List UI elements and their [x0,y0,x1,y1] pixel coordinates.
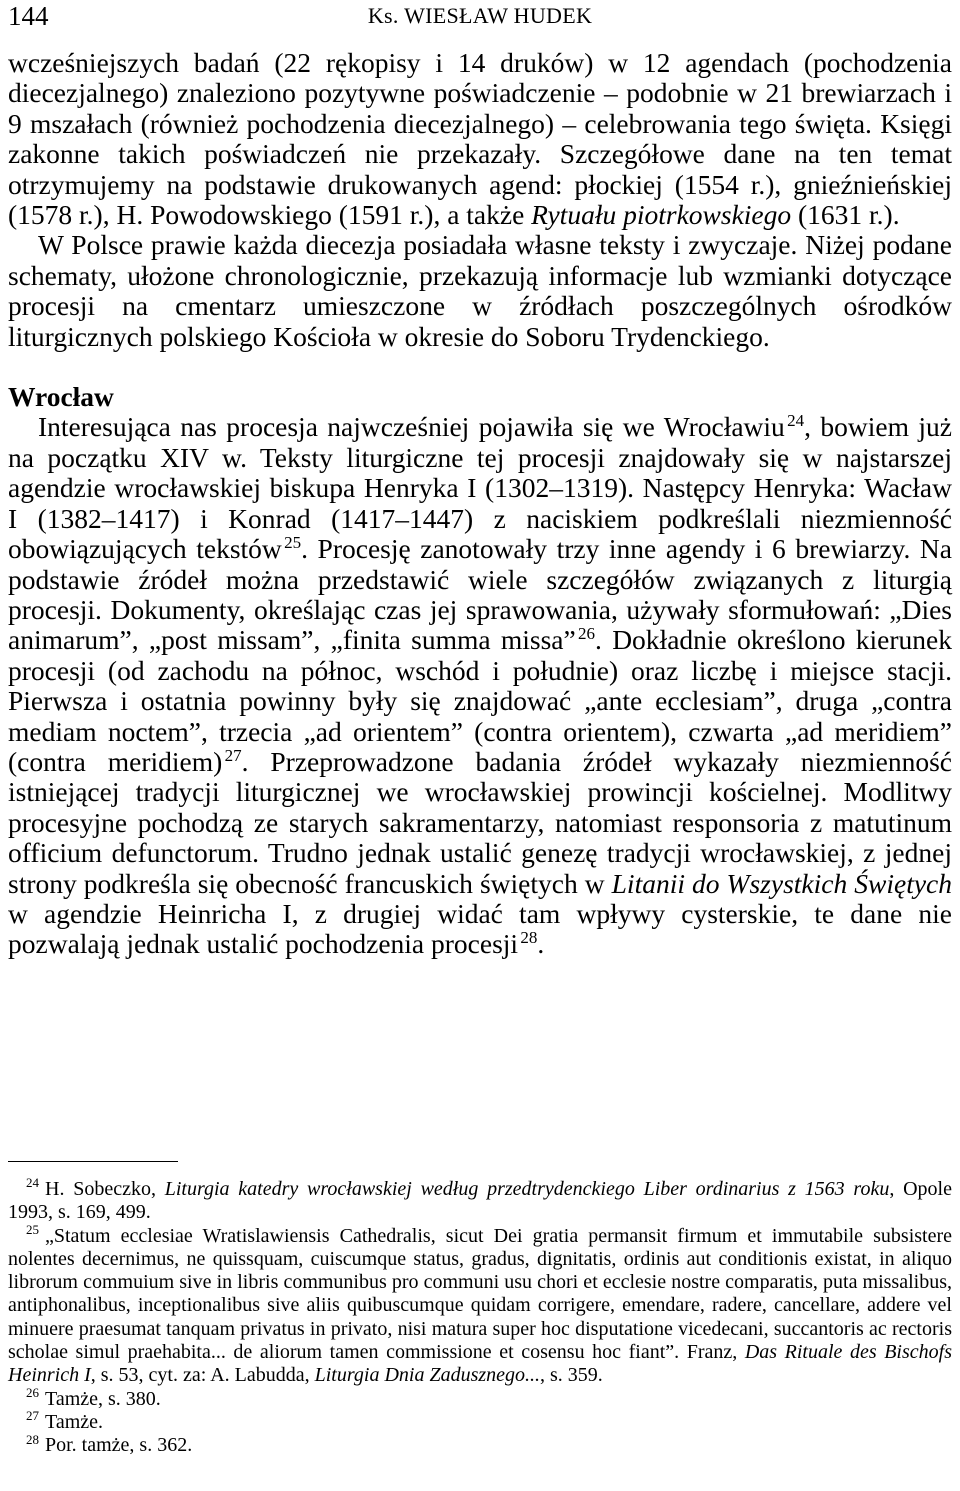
page-number: 144 [8,1,49,31]
text-run: . [537,928,545,960]
running-head: Ks. WIESŁAW HUDEK [367,3,593,28]
text-run: Por. tamże, s. 362. [45,1434,193,1457]
italic-title: Litanii do Wszystkich Świętych [611,867,952,899]
footnote-27: 27 Tamże. [26,1408,104,1433]
footnote-author: H. Sobeczko, [45,1178,165,1200]
text-run: , Opole 1993, s. 169, 499. [8,1178,952,1224]
paragraph-2: W Polsce prawie każda diecezja posiadała własne teksty i zwyczaje. Niżej podane schematy, ułożone chronologicznie, przekazują informacje lub wzmianki dotyczące procesji na cmentarz umieszczone w źródłach poszczególnych ośrodków liturgicznych polskiego Kościoła w okresie do Soboru Trydenckiego. [8,229,952,352]
footnote-24: 24 H. Sobeczko, Liturgia katedry wrocławskiej według przedtrydenckiego Liber ordinarius z 1563 roku, Opole 1993, s. 169, 499. [8,1175,952,1224]
paragraph-1 [8,48,952,230]
text-run: Interesująca nas procesja najwcześniej pojawiła się we Wrocławiu [38,411,785,443]
main-text [8,48,952,960]
footnotes [8,1175,952,1458]
italic-title: Rytuału piotrkowskiego [531,199,792,231]
text-run: . Dokładnie określono kierunek procesji (od zachodu na północ, wschód i południe) oraz liczbę i miejsce stacji. Pierwsza i ostatnia powinny były się znajdować „ante ecclesiam”, druga „contra mediam noctem”, trzecia „ad orientem” (contra orientem), czwarta „ad meridiem” (contra meridiem) [8,624,953,777]
footnote-separator [8,1161,178,1162]
footnote-ref: 25 [284,532,302,552]
italic-title: Liturgia katedry wrocławskiej według przedtrydenckiego Liber ordinarius z 1563 roku [164,1178,890,1200]
section-heading: Wrocław [8,381,114,413]
text-run: „Statum ecclesiae Wratislawiensis Cathedralis, sicut Dei gratia permansit firmum et immutabile subsistere nolentes decernimus, ne quissquam, cuiscumque status, gradus, dignitatis, ordinis aut conditionis existat, in aliquo librorum commuium sive in libris communibus pro communi usu chori et ecclesie nostre comparatis, puta missalibus, antiphonalibus, inceptionalibus sive aliis quibuscumque quidam corrigere, emendare, radere, cancellare, addere vel minuere praesumat tanquam privatus in privato, nisi matura super hoc disputatione vicedecani, succantoris ac rectoris scholae simul praehabita... de aliorum tamen commissione et cosensu hoc fiant”. Franz, [8,1224,952,1364]
italic-title: Das Rituale des Bischofs Heinrich I [8,1341,952,1387]
text-run: , s. 359. [540,1364,603,1387]
footnote-28: 28 Por. tamże, s. 362. [26,1431,193,1457]
text-run: wcześniejszych badań (22 rękopisy i 14 druków) w 12 agendach (pochodzenia diecezjalnego) znaleziono pozytywne poświadczenie – podobnie w 21 brewiarzach i 9 mszałach (również pochodzenia diecezjalnego) – celebrowania tego święta. Księgi zakonne takich poświadczeń nie przekazały. Szczegółowe dane na ten temat otrzymujemy na podstawie drukowanych agend: płockiej (1554 r.), gnieźnieńskiej (1578 r.), H. Powodowskiego (1591 r.), a także [8,47,952,231]
text-run: , bowiem już na początku XIV w. Teksty liturgiczne tej procesji znajdowały się w najstarszej agendzie wrocławskiej biskupa Henryka I (1302–1319). Następcy Henryka: Wacław I (1382–1417) i Konrad (1417–1447) z naciskiem podkreślali niezmienność obowiązujących tekstów [8,411,952,565]
text-run: w agendzie Heinricha I, z drugiej widać tam wpływy cysterskie, te dane nie pozwalają jednak ustalić pochodzenia procesji [8,897,952,960]
text-run: Tamże. [45,1410,104,1433]
footnote-25: 25 „Statum ecclesiae Wratislawiensis Cathedralis, sicut Dei gratia permansit firmum et immutabile subsistere nolentes decernimus, ne quissquam, cuiscumque status, gradus, dignitatis, ordinis aut conditionis existat, in aliquo librorum commuium sive in libris communibus pro communi usu chori et ecclesie nostre comparatis, puta missalibus, antiphonalibus, inceptionalibus sive aliis quibuscumque quidam corrigere, emendare, radere, cancellare, addere vel minuere praesumat tanquam privatus in privato, nisi matura super hoc disputatione vicedecani, succantoris ac rectoris scholae simul praehabita... de aliorum tamen commissione et cosensu hoc fiant”. Franz, Das Rituale des Bischofs Heinrich I, s. 53, cyt. za: A. Labudda, Liturgia Dnia Zadusznego..., s. 359. [8,1221,952,1387]
footnote-ref: 24 [787,411,805,431]
paragraph-3 [8,412,952,959]
footnote-ref: 27 [224,745,242,765]
italic-title: Liturgia Dnia Zadusznego... [314,1364,541,1387]
text-run: . Procesję zanotowały trzy inne agendy i 6 brewiarzy. Na podstawie źródeł można przedstawić wiele szczegółów związanych z liturgią procesji. Dokumenty, określając czas jej sprawowania, używały sformułowań: „Dies animarum”, „post missam”, „finita summa missa” [8,533,952,656]
text-run: , s. 53, cyt. za: A. Labudda, [90,1364,315,1387]
text-run: . Przeprowadzone badania źródeł wykazały niezmienność istniejącej tradycji liturgicznej we wrocławskiej prowincji kościelnej. Modlitwy procesyjne pochodzą ze starych sakramentarzy, natomiast responsoria z matutinum officium defunctorum. Trudno jednak ustalić genezę tradycji wrocławskiej, z jednej strony podkreśla się obecność francuskich świętych w [8,745,953,899]
footnote-ref: 26 [578,624,596,644]
text-run: (1631 r.). [791,199,900,231]
footnote-26: 26 Tamże, s. 380. [26,1385,161,1410]
text-run: Tamże, s. 380. [45,1387,161,1410]
page-header [8,0,952,32]
footnote-ref: 28 [520,928,538,948]
